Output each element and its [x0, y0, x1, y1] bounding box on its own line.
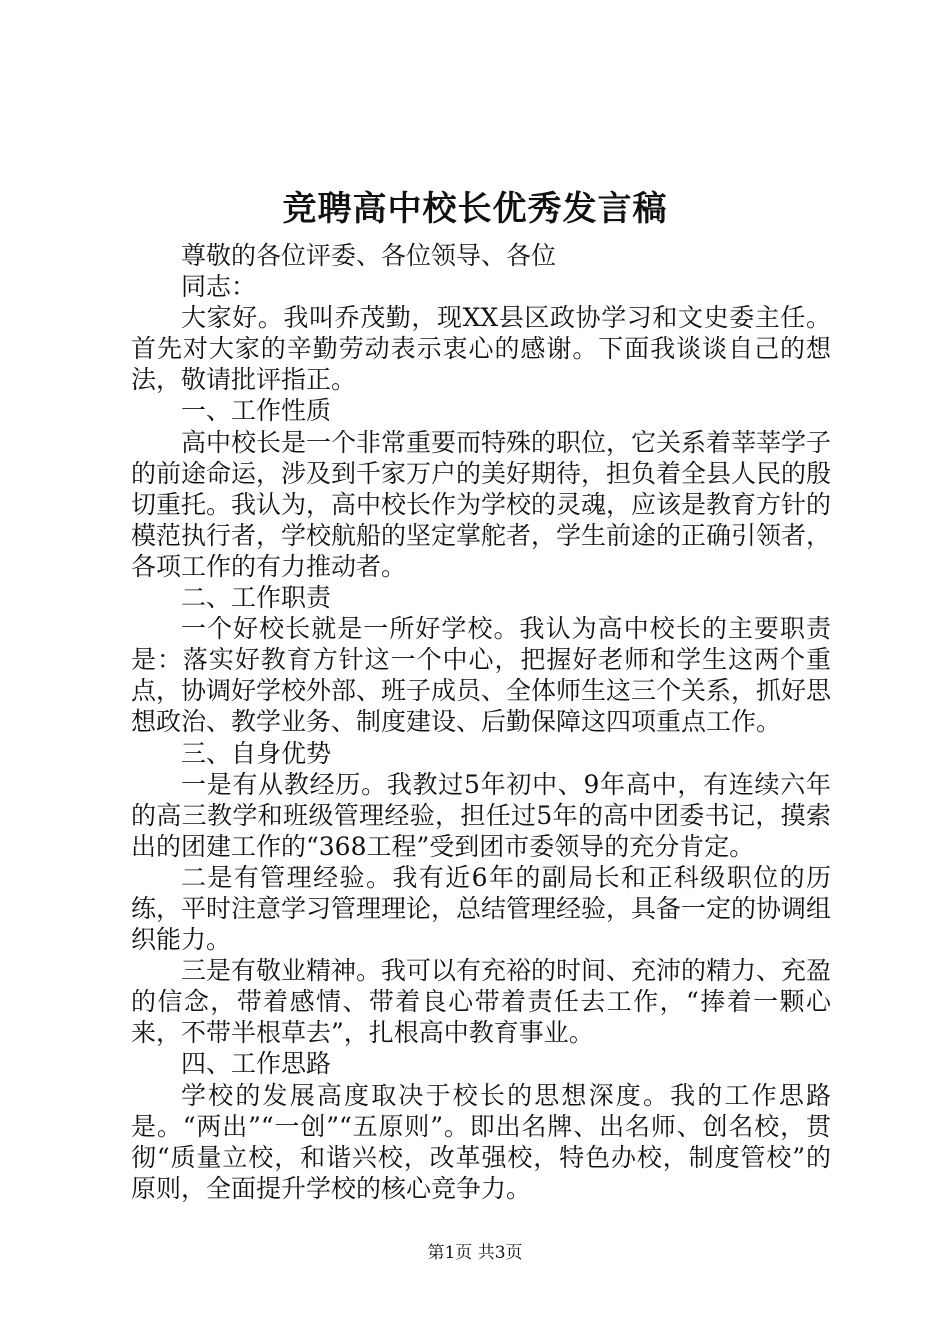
nature-paragraph: 高中校长是一个非常重要而特殊的职位，它关系着莘莘学子的前途命运，涉及到千家万户的美好期待，担负着全县人民的殷切重托。我认为，高中校长作为学校的灵魂，应该是教育方针的模范执行者，学校航船的坚定掌舵者，学生前途的正确引领者，各项工作的有力推动者。	[131, 427, 832, 581]
document-title: 竞聘高中校长优秀发言稿	[282, 189, 668, 229]
advantage-dedication-paragraph: 三是有敬业精神。我可以有充裕的时间、充沛的精力、充盈的信念，带着感情、带着良心带着责任去工作，“捧着一颗心来，不带半根草去”，扎根高中教育事业。	[131, 956, 832, 1048]
section-heading-advantages: 三、自身优势	[181, 738, 332, 768]
page-number: 第1页 共3页	[427, 1243, 523, 1263]
section-heading-duties: 二、工作职责	[181, 583, 332, 613]
ideas-paragraph: 学校的发展高度取决于校长的思想深度。我的工作思路是。“两出”“一创”“五原则”。即出名牌、出名师、创名校，贯彻“质量立校，和谐兴校，改革强校，特色办校，制度管校”的原则，全面提升学校的核心竞争力。	[131, 1080, 831, 1203]
advantage-teaching-paragraph: 一是有从教经历。我教过5年初中、9年高中，有连续六年的高三教学和班级管理经验，担任过5年的高中团委书记，摸索出的团建工作的“368工程”受到团市委领导的充分肯定。	[131, 769, 831, 861]
salutation-line-2: 同志：	[181, 272, 257, 302]
advantage-management-paragraph: 二是有管理经验。我有近6年的副局长和正科级职位的历练，平时注意学习管理理论，总结管理经验，具备一定的协调组织能力。	[131, 862, 832, 955]
intro-paragraph: 大家好。我叫乔茂勤，现XX县区政协学习和文史委主任。首先对大家的辛勤劳动表示衷心的感谢。下面我谈谈自己的想法，敬请批评指正。	[131, 303, 831, 395]
document-body	[131, 240, 831, 1204]
section-heading-ideas: 四、工作思路	[181, 1049, 332, 1079]
salutation-line-1: 尊敬的各位评委、各位领导、各位	[181, 241, 557, 270]
section-heading-nature: 一、工作性质	[181, 396, 332, 426]
duties-paragraph: 一个好校长就是一所好学校。我认为高中校长的主要职责是：落实好教育方针这一个中心，把握好老师和学生这两个重点，协调好学校外部、班子成员、全体师生这三个关系，抓好思想政治、教学业务、制度建设、后勤保障这四项重点工作。	[131, 614, 832, 737]
